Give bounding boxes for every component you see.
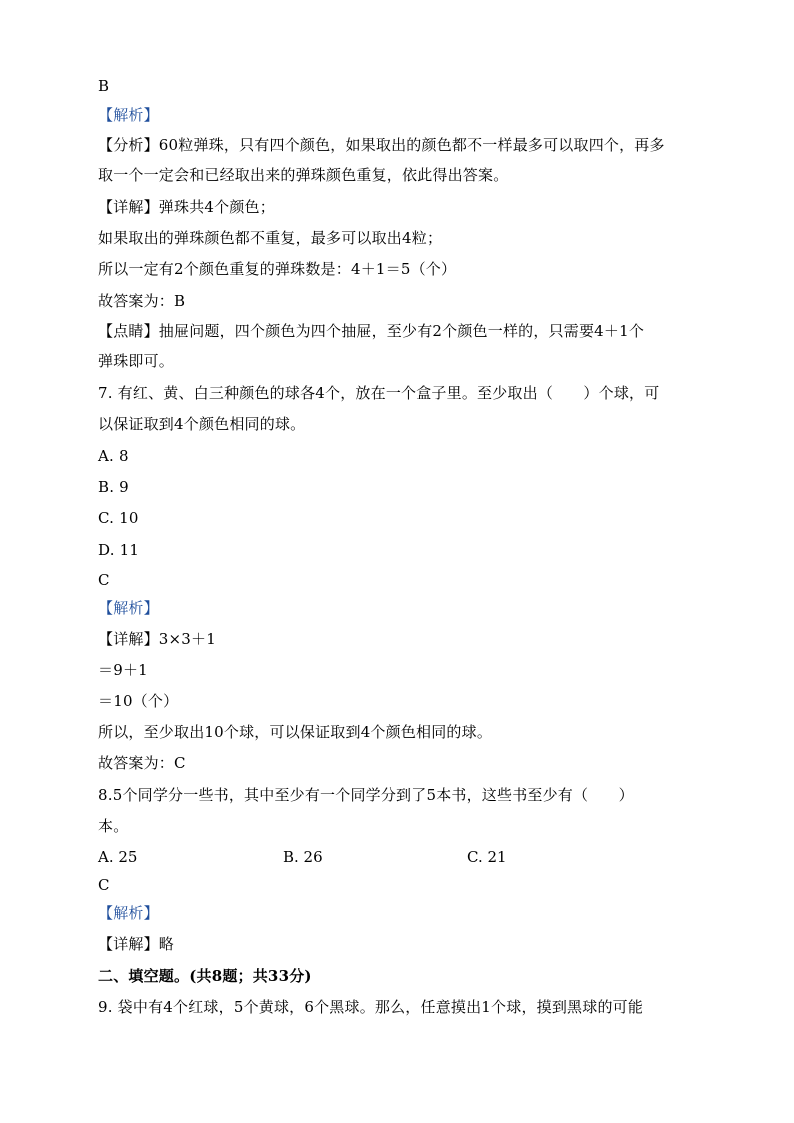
q7-stem-line1: 7. 有红、黄、白三种颜色的球各4个，放在一个盒子里。至少取出（ ）个球，可	[98, 384, 660, 402]
q7-option-b: B. 9	[98, 478, 129, 496]
q8-stem-line1: 8.5个同学分一些书，其中至少有一个同学分到了5本书，这些书至少有（ ）	[98, 786, 634, 804]
q7-detail-line1: 【详解】3×3＋1	[98, 630, 216, 648]
q6-detail-line3: 所以一定有2个颜色重复的弹珠数是：4＋1＝5（个）	[98, 260, 457, 278]
q6-comment-line2: 弹珠即可。	[98, 352, 175, 370]
q6-analysis-tag: 【解析】	[98, 106, 159, 124]
q7-option-d: D. 11	[98, 541, 140, 559]
q6-detail-line2: 如果取出的弹珠颜色都不重复，最多可以取出4粒；	[98, 229, 443, 247]
q8-option-b: B. 26	[283, 848, 323, 866]
q8-answer: C	[98, 876, 110, 894]
q8-stem-line2: 本。	[98, 817, 129, 835]
q7-analysis-tag: 【解析】	[98, 599, 159, 617]
q7-stem-line2: 以保证取到4个颜色相同的球。	[98, 415, 306, 433]
q6-conclusion: 故答案为：B	[98, 292, 186, 310]
q7-option-a: A. 8	[98, 447, 129, 465]
q7-detail-line3: ＝10（个）	[98, 692, 179, 710]
q6-answer: B	[98, 77, 110, 95]
q7-detail-line2: ＝9＋1	[98, 661, 148, 679]
q7-answer: C	[98, 571, 110, 589]
q7-option-c: C. 10	[98, 509, 139, 527]
q6-analysis-line1: 【分析】60粒弹珠，只有四个颜色，如果取出的颜色都不一样最多可以取四个，再多	[98, 136, 665, 154]
q8-detail-line1: 【详解】略	[98, 935, 175, 953]
q6-detail-line1: 【详解】弹珠共4个颜色；	[98, 198, 275, 216]
q8-option-c: C. 21	[467, 848, 507, 866]
q7-detail-line4: 所以，至少取出10个球，可以保证取到4个颜色相同的球。	[98, 723, 493, 741]
q9-stem-line1: 9. 袋中有4个红球，5个黄球，6个黑球。那么，任意摸出1个球，摸到黑球的可能	[98, 998, 644, 1016]
section2-title: 二、填空题。(共8题；共33分)	[98, 967, 312, 985]
q6-comment-line1: 【点睛】抽屉问题，四个颜色为四个抽屉，至少有2个颜色一样的，只需要4＋1个	[98, 322, 645, 340]
q6-analysis-line2: 取一个一定会和已经取出来的弹珠颜色重复，依此得出答案。	[98, 166, 509, 184]
q8-analysis-tag: 【解析】	[98, 904, 159, 922]
q7-conclusion: 故答案为：C	[98, 754, 186, 772]
q8-option-a: A. 25	[98, 848, 138, 866]
